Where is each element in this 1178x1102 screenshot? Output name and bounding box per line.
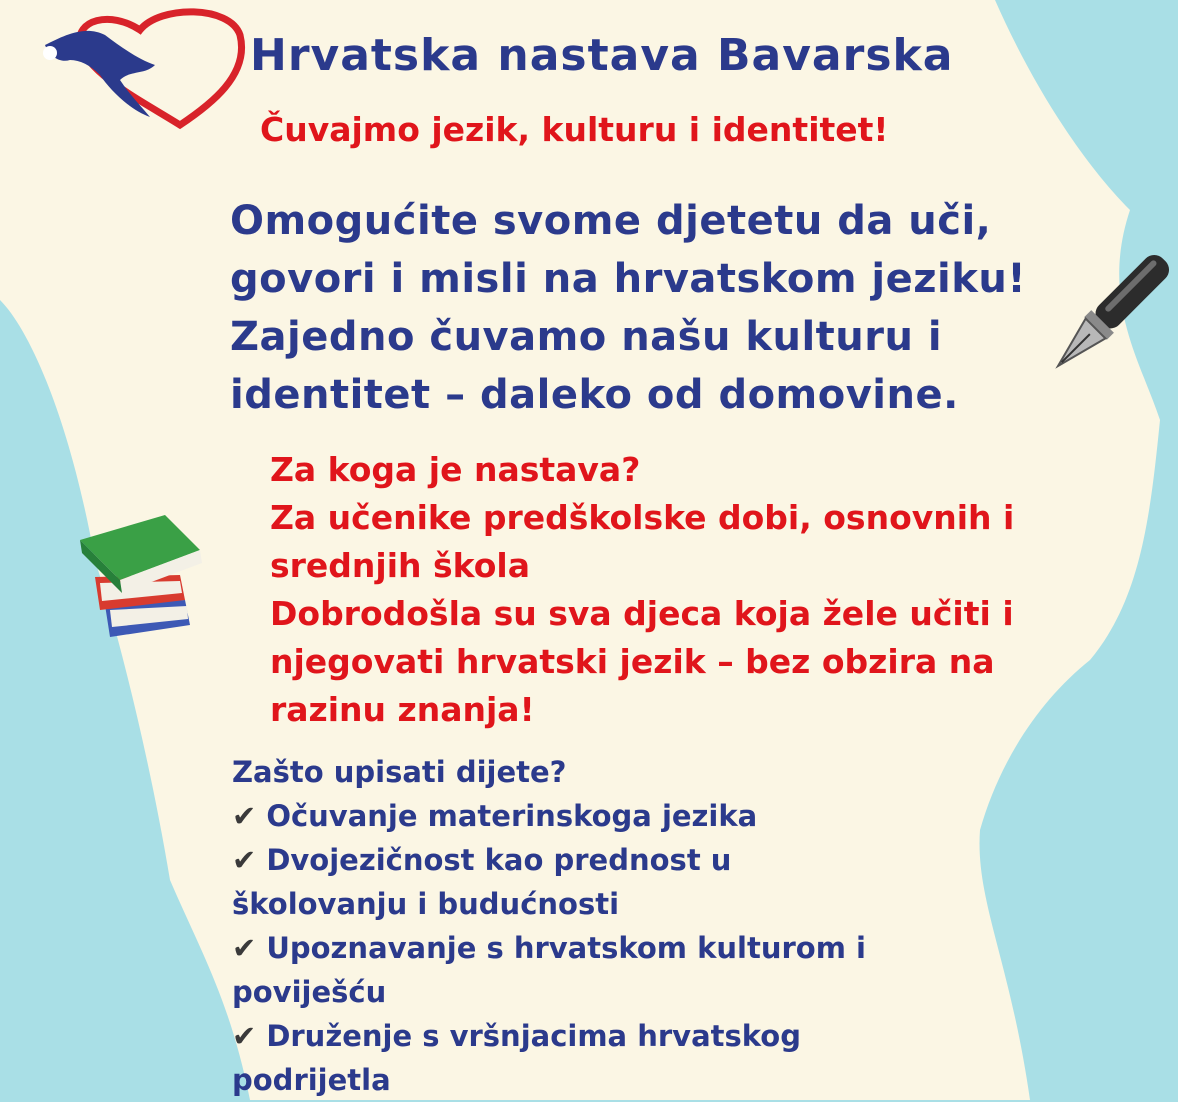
intro-line: Omogućite svome djetetu da uči, [230, 198, 992, 244]
checkmark-icon: ✔ [232, 931, 257, 965]
checkmark-icon: ✔ [232, 799, 257, 833]
reason-item [232, 1014, 866, 1058]
audience-heading: Za koga je nastava? [270, 450, 641, 489]
croatia-heart-logo-icon [30, 5, 255, 135]
checkmark-icon: ✔ [232, 843, 257, 877]
audience-line: razinu znanja! [270, 690, 535, 729]
reason-item [232, 794, 866, 838]
reason-text-continued: poviješću [232, 975, 387, 1009]
intro-paragraph [230, 192, 1026, 424]
reason-item [232, 926, 866, 970]
intro-line: Zajedno čuvamo našu kulturu i [230, 314, 943, 360]
reason-text: Druženje s vršnjacima hrvatskog [266, 1019, 801, 1053]
page-title: Hrvatska nastava Bavarska [250, 30, 954, 81]
reason-text-continued: školovanju i budućnosti [232, 887, 620, 921]
reasons-heading: Zašto upisati dijete? [232, 755, 567, 789]
reason-text-continued: podrijetla [232, 1063, 391, 1097]
reason-text: Dvojezičnost kao prednost u [266, 843, 732, 877]
audience-line: njegovati hrvatski jezik – bez obzira na [270, 642, 995, 681]
intro-line: identitet – daleko od domovine. [230, 372, 959, 418]
reason-text: Upoznavanje s hrvatskom kulturom i [266, 931, 866, 965]
intro-line: govori i misli na hrvatskom jeziku! [230, 256, 1027, 302]
audience-line: Dobrodošla su sva djeca koja žele učiti i [270, 594, 1014, 633]
audience-section [270, 446, 1014, 734]
reasons-section [232, 750, 866, 1102]
reason-text: Očuvanje materinskoga jezika [266, 799, 758, 833]
book-stack-icon [70, 505, 210, 645]
audience-line: srednjih škola [270, 546, 530, 585]
audience-line: Za učenike predškolske dobi, osnovnih i [270, 498, 1015, 537]
fountain-pen-icon [1030, 250, 1178, 390]
reason-item [232, 838, 866, 882]
slogan: Čuvajmo jezik, kulturu i identitet! [260, 110, 889, 149]
checkmark-icon: ✔ [232, 1019, 257, 1053]
